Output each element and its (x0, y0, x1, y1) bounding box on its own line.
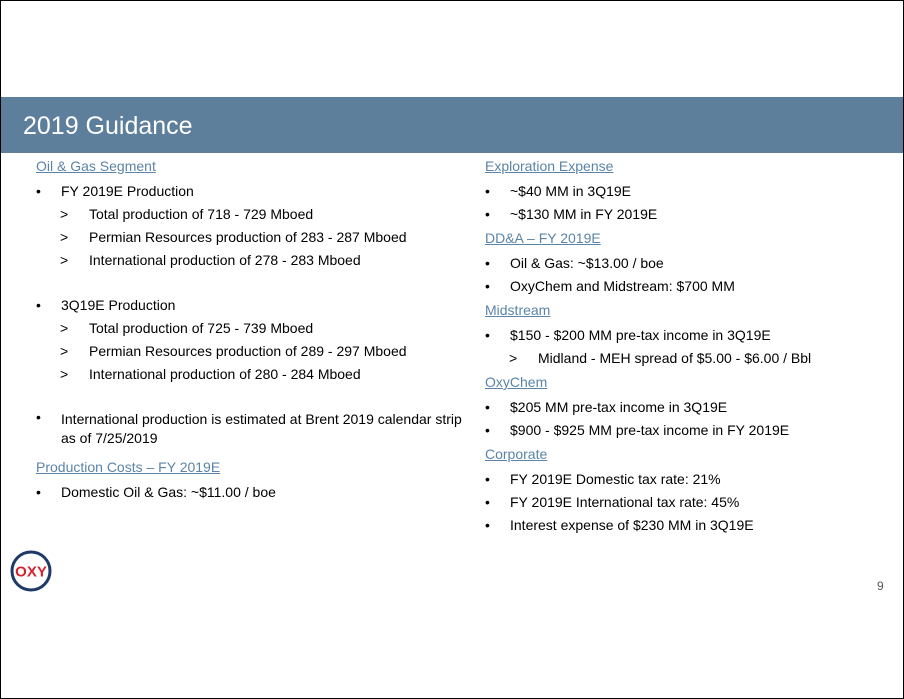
bullet-dda-oil-gas: • Oil & Gas: ~$13.00 / boe (485, 252, 885, 275)
bullet-glyph: • (36, 484, 41, 500)
bullet-glyph: • (485, 494, 490, 510)
heading-corporate: Corporate (485, 446, 548, 462)
sub-bullet-q3-permian: > Permian Resources production of 289 - 297 Mboed (36, 340, 466, 363)
sub-bullet-fy-total: > Total production of 718 - 729 Mboed (36, 203, 466, 226)
bullet-interest-expense: • Interest expense of $230 MM in 3Q19E (485, 514, 885, 537)
bullet-glyph: • (485, 255, 490, 271)
sub-bullet-glyph: > (60, 343, 69, 359)
slide-title: 2019 Guidance (23, 112, 193, 140)
right-column (485, 158, 885, 537)
bullet-fy-production: • FY 2019E Production (36, 180, 466, 203)
sub-bullet-midland-meh: > Midland - MEH spread of $5.00 - $6.00 / Bbl (485, 347, 885, 370)
spacer (36, 386, 466, 408)
sub-bullet-fy-international: > International production of 278 - 283 Mboed (36, 249, 466, 272)
left-column (36, 158, 466, 504)
bullet-glyph: • (485, 517, 490, 533)
oxy-logo-mark (10, 550, 52, 592)
bullet-glyph: • (485, 422, 490, 438)
bullet-oxychem-3q19e: • $205 MM pre-tax income in 3Q19E (485, 396, 885, 419)
bullet-glyph: • (36, 409, 41, 425)
bullet-glyph: • (36, 183, 41, 199)
sub-bullet-glyph: > (60, 252, 69, 268)
oxy-logo (10, 550, 52, 592)
bullet-exploration-3q19e: • ~$40 MM in 3Q19E (485, 180, 885, 203)
sub-bullet-glyph: > (60, 229, 69, 245)
sub-bullet-glyph: > (60, 206, 69, 222)
bullet-glyph: • (36, 297, 41, 313)
bullet-international-tax: • FY 2019E International tax rate: 45% (485, 491, 885, 514)
bullet-glyph: • (485, 278, 490, 294)
heading-production-costs: Production Costs – FY 2019E (36, 459, 221, 475)
sub-bullet-fy-permian: > Permian Resources production of 283 - 287 Mboed (36, 226, 466, 249)
title-bar (1, 97, 903, 153)
sub-bullet-q3-international: > International production of 280 - 284 Mboed (36, 363, 466, 386)
bullet-domestic-tax: • FY 2019E Domestic tax rate: 21% (485, 468, 885, 491)
sub-bullet-glyph: > (60, 320, 69, 336)
heading-oxychem: OxyChem (485, 374, 548, 390)
heading-exploration-expense: Exploration Expense (485, 158, 614, 174)
bullet-glyph: • (485, 206, 490, 222)
page-number: 9 (877, 579, 884, 593)
spacer (36, 272, 466, 294)
oxy-logo-text: OXY (15, 563, 47, 581)
bullet-glyph: • (485, 183, 490, 199)
sub-bullet-glyph: > (509, 350, 518, 366)
bullet-3q19e-production: • 3Q19E Production (36, 294, 466, 317)
bullet-midstream-income: • $150 - $200 MM pre-tax income in 3Q19E (485, 324, 885, 347)
bullet-glyph: • (485, 327, 490, 343)
bullet-international-note: • International production is estimated at Brent 2019 calendar strip as of 7/25/2019 (36, 409, 462, 446)
sub-bullet-glyph: > (60, 366, 69, 382)
sub-bullet-q3-total: > Total production of 725 - 739 Mboed (36, 317, 466, 340)
heading-oil-gas-segment: Oil & Gas Segment (36, 158, 156, 174)
bullet-exploration-fy: • ~$130 MM in FY 2019E (485, 203, 885, 226)
heading-midstream: Midstream (485, 302, 551, 318)
bullet-dda-oxychem-midstream: • OxyChem and Midstream: $700 MM (485, 275, 885, 298)
bullet-domestic-oil-gas: • Domestic Oil & Gas: ~$11.00 / boe (36, 481, 466, 504)
bullet-oxychem-fy: • $900 - $925 MM pre-tax income in FY 2019E (485, 419, 885, 442)
heading-dda: DD&A – FY 2019E (485, 230, 601, 246)
bullet-glyph: • (485, 399, 490, 415)
bullet-glyph: • (485, 471, 490, 487)
